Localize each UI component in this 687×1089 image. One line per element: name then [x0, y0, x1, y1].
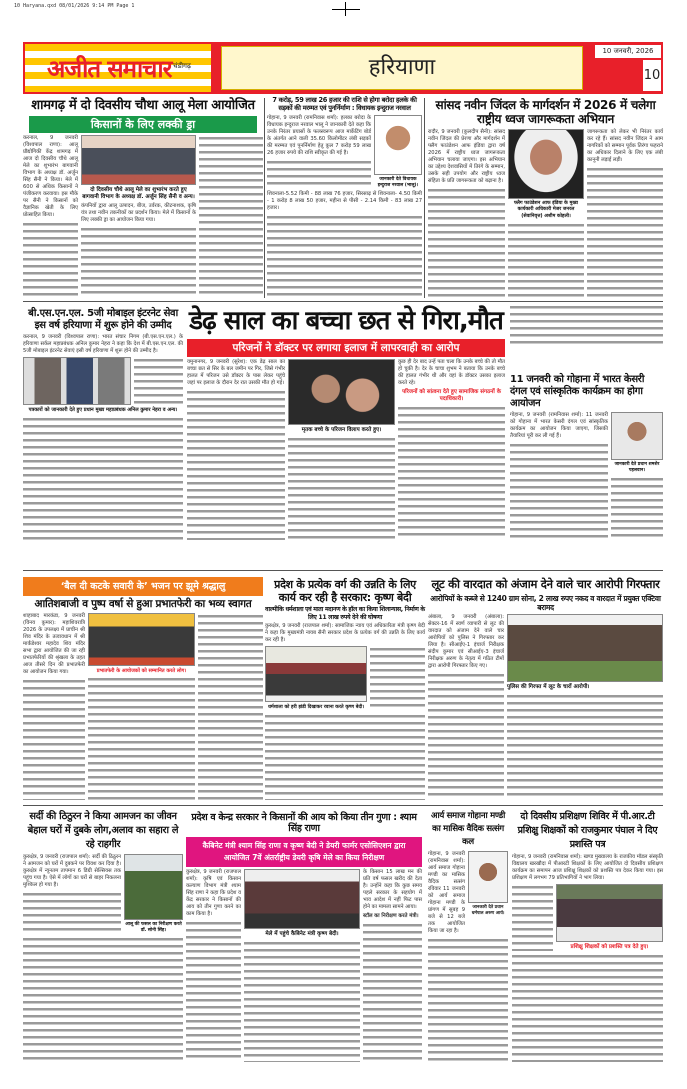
column-rule — [424, 98, 425, 298]
a9-columns — [428, 614, 663, 800]
a1-body-3 — [199, 135, 263, 298]
a8-photo-row — [265, 646, 425, 711]
page-number: 10 — [643, 60, 661, 91]
a6-article — [510, 304, 663, 540]
masthead-title: अजीत समाचार — [47, 55, 172, 83]
a7-body-2 — [88, 676, 195, 800]
a12-article — [428, 810, 508, 1062]
a8-body-text: कुरुक्षेत्र, 9 जनवरी (राजपाल शर्मा): सामाजिक न्याय एवं अधिकारिता मंत्री कृष्ण बेदी ने कहा कि मुख्यमंत्री नायब सैनी सरकार प्रदेश के प्रत्येक वर्ग की उन्नति के लिए कार्य कर रही है। — [265, 623, 425, 644]
a11-body-3 — [244, 940, 360, 1062]
a5-banner: परिजनों ने डॉक्टर पर लगाया इलाज में लापरवाही का आरोप — [232, 342, 460, 355]
a3-body-2 — [587, 166, 663, 298]
a9-subhead: आरोपियों के कब्जे से 1240 ग्राम सोना, 2 लाख रुपए नकद व वारदात में प्रयुक्त एक्टिवा बरामद — [430, 593, 661, 612]
a5-headline: डेढ़ साल का बच्चा छत से गिरा,मौत — [189, 306, 503, 336]
a12-columns — [428, 851, 508, 935]
a5-columns — [187, 359, 505, 540]
a12-caption: जानकारी देते प्रधान धर्मपाल अरुण आर्य। — [471, 905, 505, 916]
a1-columns — [23, 135, 263, 298]
a7-banner-box — [23, 577, 263, 596]
a11-caption-1: स्टॉल का निरीक्षण करते मंत्री। — [363, 912, 419, 919]
registration-mark-h — [332, 9, 360, 10]
a13-body-2 — [512, 953, 663, 1062]
issue-date: 10 जनवरी, 2026 — [595, 45, 661, 58]
a5-banner-box — [187, 339, 505, 357]
a6-spacer — [510, 348, 663, 372]
a1-body — [23, 221, 78, 298]
a7-headline: आतिशबाजी व पुष्प वर्षा से हुआ प्रभातफेरी का भव्य स्वागत — [34, 598, 252, 610]
a7-columns — [23, 613, 263, 800]
a5-body — [187, 389, 285, 540]
a2-body-text: गोहाना, 9 जनवरी (रामनिवास शर्मा): हलका बरोदा के विधायक इन्दुराज नरवाल भालू ने जानकारी देते कहा कि उनके निरंतर प्रयासों के फलस्वरूप आज मार्केटिंग बोर्ड के अंतर्गत आने वाली 35.60 किलोमीटर लंबी सड़कों की मरम्मत एवं पुनर्निर्माण हेतु कुल 7 करोड़ 59 लाख 26 हजार रुपये की राशि स्वीकृत की गई है। — [267, 114, 371, 156]
a1-banner-box — [29, 116, 257, 133]
a4-photo-row — [23, 357, 183, 405]
a13-body-side — [512, 884, 553, 951]
a9-headline-wrap — [428, 578, 663, 592]
masthead-logo-band — [25, 44, 211, 92]
a10-body-2 — [23, 936, 183, 1062]
a2-headline: 7 करोड़, 59 लाख 26 हजार की राशि से होगा बरोदा हलके की सड़कों की मरम्मत एवं पुनर्निर्माण : विधायक इन्दुराज नरवाल — [272, 96, 417, 112]
a11-banner: कैबिनेट मंत्री श्याम सिंह राणा व कृष्ण बेदी ने डेयरी फार्मर एसोसिएशन द्वारा आयोजित 7वें अंतर्राष्ट्रीय डेयरी कृषि मेले का किया निरीक्षण — [186, 837, 422, 867]
a8-subhead: वाल्मीकि धर्मशाला एवं माता मदानण के हॉल का किया शिलान्यास, निर्माण के लिए 11 लाख रुपये देने की घोषणा — [265, 606, 425, 621]
a12-photo — [468, 851, 508, 903]
a4-body-text: करनाल, 9 जनवरी (विश्वपाल राणा): भारत संचार निगम (बी.एस.एन.एल.) के हरियाणा सर्कल महाप्रबंधक अनिल कुमार नेहरा ने कहा कि देश में बी.एस.एन.एल. की 5जी मोबाइल इंटरनेट सेवाएं इसी वर्ष हरियाणा में शुरू होने की उम्मीद है। — [23, 334, 183, 354]
a7-photo — [88, 613, 195, 666]
a9-body-text: अंबाला, 9 जनवरी (अंबाला): सेक्टर-16 में स्वर्ण व्यापारी से लूट की वारदात को अंजाम देने वाले चार आरोपियों को पुलिस ने गिरफ्तार कर लिया है। सीआईए-1 इंचार्ज निरीक्षक संदीप कुमार एवं सीआईए-3 इंचार्ज निरीक्षक अरुण के नेतृत्व में गठित टीमों द्वारा आरोपी गिरफ्तार किए गए। — [428, 613, 504, 669]
a8-article — [265, 578, 425, 800]
row-rule — [23, 570, 663, 571]
a7-caption: प्रभातफेरी के आयोजकों को सम्मानित करते लोग। — [96, 667, 187, 674]
a5-subhead: परिजनों को सांत्वना देते हुए सामाजिक संगठनों के पदाधिकारी। — [402, 389, 501, 403]
a8-body-3 — [265, 713, 425, 800]
a5-body-3 — [288, 436, 395, 540]
a6-headline: 11 जनवरी को गोहाना में भारत केसरी दंगल एवं सांस्कृतिक कार्यक्रम का होगा आयोजन — [510, 374, 645, 409]
a11-columns — [186, 869, 422, 1062]
a13-photo-row — [512, 884, 663, 951]
a13-photo — [556, 884, 663, 942]
a11-body — [186, 920, 241, 1062]
a3-body-text: रादौर, 9 जनवरी (कुलदीप सैनी): सांसद नवीन जिंदल की प्रेरणा और मार्गदर्शन में फ्लैग फाउंडेशन आफ इंडिया द्वारा वर्ष 2026 में राष्ट्रीय ध्वज जागरूकता अभियान चलाया जाएगा। इस अभियान का उद्देश्य देशवासियों में तिरंगे के सम्मान, उसके सही उपयोग और राष्ट्रीय ध्वज संहिता के प्रति जागरूकता को बढ़ाना है। — [428, 128, 505, 184]
a2-article — [267, 97, 422, 298]
a1-body2-text: कंपनियों द्वारा आलू उत्पादन, बीज, उर्वरक, कीटनाशक, कृषि यंत्र तथा नवीन तकनीकों का प्रदर्शन किया। मेले में किसानों के लिए लक्की ड्रा का आयोजन किया गया। — [81, 202, 196, 223]
a11-article — [186, 812, 422, 1062]
a9-body-2 — [507, 693, 663, 800]
a13-article — [512, 810, 663, 1062]
a8-headline: प्रदेश के प्रत्येक वर्ग की उन्नति के लिए कार्य कर रही है सरकार: कृष्ण बेदी — [274, 578, 416, 605]
a12-headline: आर्य समाज गोहाना मण्डी का मासिक वैदिक सत्संग कल — [430, 811, 506, 847]
column-rule — [264, 98, 265, 298]
a6-body — [510, 442, 608, 540]
a6-body-text: गोहाना, 9 जनवरी (रामनिवास शर्मा): 11 जनवरी को गोहाना में भारत केसरी दंगल एवं सांस्कृतिक कार्यक्रम का आयोजन किया जाएगा, जिसकी तैयारियां पूरी कर ली गई हैं। — [510, 412, 608, 439]
a3-article — [428, 98, 663, 298]
a7-article — [23, 577, 263, 800]
a11-body-text: कुरुक्षेत्र, 9 जनवरी (राजपाल शर्मा): कृषि एवं किसान कल्याण विभाग मंत्री श्याम सिंह राणा ने कहा कि प्रदेश व केंद्र सरकार ने किसानों की आय को तीन गुणा करने का काम किया है। — [186, 868, 241, 917]
a1-banner: किसानों के लिए लक्की ड्रा — [90, 117, 196, 131]
a1-photo — [81, 135, 196, 185]
a3-body — [428, 187, 505, 298]
a4-article — [23, 308, 183, 540]
a5-body-4 — [398, 405, 505, 540]
a5-photo — [288, 359, 395, 425]
print-slug: 10 Haryana.qxd 08/01/2026 9:14 PM Page 1 — [14, 3, 135, 9]
a6-photo — [611, 412, 663, 460]
a9-article — [428, 578, 663, 800]
masthead-city: चंडीगढ़ — [173, 62, 191, 70]
a5-caption: मृतक बच्चे के परिजन विलाप करते हुए। — [301, 427, 382, 434]
a7-body-text: शाहाबाद मारकंडा, 9 जनवरी (विनय कुमार): महाशिवरात्रि 2026 के उपलक्ष्य में प्राचीन श्री शिव मंदिर के तत्वावधान में श्री मार्कंडेश्वर महादेव शिव मंदिर सभा द्वारा आयोजित की जा रही प्रभातफेरियों की श्रृंखला के तहत आज तीसरे दिन की प्रभातफेरी का आयोजन किया गया। — [23, 612, 85, 675]
a10-columns — [23, 854, 183, 934]
a5-headline-wrap — [187, 306, 505, 337]
a5-body2-text: कुछ ही देर बाद उन्हें पता चला कि उनके बच्चे की तो मौत हो चुकी है। देर के चाचा शुभम ने बताया कि उनके बच्चे की हालत गंभीर थी और वहां के डॉक्टर उसका इलाज करते रहे। — [398, 359, 505, 387]
a5-body-text: यमुनानगर, 9 जनवरी (सुरेश): एक डेढ़ साल का बच्चा छत से सिर के बल जमीन पर गिर, जिसे गंभीर हालत में परिजन उसे डॉक्टर के पास लेकर पहुंचे जहां पर इलाज के दौरान देर रात उसकी मौत हो गई। — [187, 359, 285, 387]
a3-columns — [428, 129, 663, 298]
a1-headline-wrap — [23, 98, 263, 114]
a3-caption: फ्लैग फाउंडेशन आफ इंडिया के मुख्य कार्यकारी अधिकारी मेजर जनरल (सेवानिवृत्त) अशीम कोहली। — [514, 200, 578, 219]
a9-headline: लूट की वारदात को अंजाम देने वाले चार आरोपी गिरफ्तार — [431, 577, 660, 591]
a4-photo — [23, 357, 131, 405]
a13-body-text: गोहाना, 9 जनवरी (रामनिवास शर्मा): खण्ड मुख्यालय के राजकीय मॉडल संस्कृति विद्यालय खरखौदा में पीआरटी शिक्षकों के लिए आयोजित दो दिवसीय प्रशिक्षण कार्यक्रम का समापन आज प्रशिक्षु शिक्षकों को प्रशस्ति पत्र देकर किया गया। इस प्रशिक्षण में लगभग 79 प्रतिभागियों ने भाग लिया। — [512, 854, 663, 881]
a10-caption: आलू की फसल का निरीक्षण करते डॉ. सोनी सिंह। — [125, 922, 182, 933]
a4-caption: पत्रकारों को जानकारी देते हुए प्रधान मुख्य महाप्रबंधक अनिल कुमार नेहरा व अन्य। — [28, 407, 178, 413]
a4-headline: बी.एस.एन.एल. 5जी मोबाइल इंटरनेट सेवा इस वर्ष हरियाणा में शुरू होने की उम्मीद — [28, 308, 178, 331]
a8-body-2 — [370, 646, 425, 711]
a1-headline: शामगढ़ में दो दिवसीय चौथा आलू मेला आयोजित — [31, 98, 255, 113]
a10-photo — [124, 854, 183, 920]
a1-body-text: करनाल, 9 जनवरी (विश्वपाल राणा): आलू प्रौद्योगिकी केंद्र शामगढ़ में आज दो दिवसीय चौथे आलू मेले का शुभारंभ बागवानी विभाग के अध्यक्ष डॉ. अर्जुन सिंह सैनी ने किया। मेले में 600 से अधिक किसानों ने पंजीकरण करवाया। इस मौके पर सैनी ने किसानों को वैज्ञानिक खेती के लिए प्रोत्साहित किया। — [23, 134, 78, 218]
a5-article — [187, 306, 505, 540]
a6-caption: जानकारी देते प्रधान शमशेर पहलवान। — [614, 462, 660, 473]
a4-body-2 — [23, 416, 183, 541]
a9-photo — [507, 614, 663, 682]
a7-headline-wrap — [23, 598, 263, 611]
a3-continued — [510, 304, 663, 346]
a8-photo — [265, 646, 367, 702]
a3-headline: सांसद नवीन जिंदल के मार्गदर्शन में 2026 में चलेगा राष्ट्रीय ध्वज जागरूकता अभियान — [435, 98, 656, 127]
a13-caption: प्रशिक्षु शिक्षकों को प्रशस्ति पत्र देते हुए। — [570, 944, 649, 950]
a4-body-side — [134, 357, 183, 405]
a2-photo — [374, 115, 422, 175]
a8-caption: धर्मशाला को हरी झंडी दिखाकर रवाना करते कृष्ण बेदी। — [267, 705, 365, 711]
a11-photo-2 — [244, 869, 360, 929]
a11-caption-2: मेले में पहुंचे कैबिनेट मंत्री कृष्ण बेदी। — [265, 930, 339, 937]
row-rule — [23, 301, 663, 302]
row-rule — [23, 805, 663, 806]
a1-article — [23, 98, 263, 298]
a11-body-2 — [363, 922, 422, 1062]
a2-body2-text: शिवनाला-5.52 किमी - 88 लाख 76 हजार, सिरसाढ़ से शिवनाला- 4.50 किमी - 1 करोड़ 8 लाख 50 हजार, महीना से पीसी - 2.14 किमी - 83 लाख 27 हजार। — [267, 190, 422, 211]
a10-article — [23, 810, 183, 1062]
a2-body — [267, 159, 371, 189]
a10-body-text: कुरुक्षेत्र, 9 जनवरी (राजपाल शर्मा): सर्दी की ठिठुरन ने आमजन को घरों में दुबकने पर विवश कर दिया है। कुरुक्षेत्र में न्यूनतम तापमान 6 डिग्री सेल्सियस तक पहुंच गया है। ऐसे में लोगों का घरों से बाहर निकलना मुश्किल हो गया है। — [23, 854, 121, 888]
a11-headline: प्रदेश व केन्द्र सरकार ने किसानों की आय को किया तीन गुणा : श्याम सिंह राणा — [191, 812, 417, 835]
a6-body-2 — [611, 476, 663, 540]
a1-body-2 — [81, 226, 196, 298]
a1-caption: दो दिवसीय चौथे आलू मेले का शुभारंभ करते हुए बागवानी विभाग के अध्यक्ष डॉ. अर्जुन सिंह सैनी व अन्य। — [82, 186, 195, 200]
a7-body — [23, 678, 85, 800]
masthead — [23, 42, 663, 94]
a12-body-text: गोहाना, 9 जनवरी (रामनिवास शर्मा): आर्य समाज गोहाना मण्डी का मासिक वैदिक सत्संग रविवार 11 जनवरी को आर्य समाज गोहाना मण्डी के प्रांगण में सुबह 9 बजे से 12 बजे तक आयोजित किया जा रहा है। — [428, 851, 465, 934]
a3-photo — [508, 129, 584, 199]
a11-body2-text: के किसान 15 लाख मन की प्रति वर्ष फसल खरीद की देता है। उन्होंने कहा कि कुछ समय पहले सरकार के सहयोग में भाव आदेश में नहीं फिट पास होने का मामला सामने आया। — [363, 868, 422, 910]
a12-body-2 — [428, 937, 508, 1062]
a10-body — [23, 891, 121, 934]
a7-body-3 — [198, 613, 263, 800]
a9-body — [428, 672, 504, 800]
a2-body-2 — [267, 214, 422, 298]
section-title: हरियाणा — [221, 46, 583, 90]
a2-caption: जानकारी देते विधायक इन्दुराज नरवाल (भालू)। — [377, 176, 419, 188]
a9-caption: पुलिस की गिरफ्त में लूट के चारों आरोपी। — [507, 683, 590, 690]
a3-body2-text: जागरूकता को लेकर भी निरंतर कार्य कर रहे हैं। सांसद नवीन जिंदल ने आम नागरिकों को सम्मान पूर्वक तिरंगा फहराने का अधिकार दिलाने के लिए एक लंबी कानूनी लड़ाई लड़ी। — [587, 128, 663, 163]
a13-headline: दो दिवसीय प्रशिक्षण शिविर में पी.आर.टी प्रशिक्षु शिक्षकों को राजकुमार पंघाल ने दिए प्रशस्ति पत्र — [517, 811, 658, 850]
a10-headline: सर्दी की ठिठुरन ने किया आमजन का जीवन बेहाल घरों में दुबके लोग,अलाव का सहारा ले रहे राहगीर — [27, 811, 179, 850]
a6-columns — [510, 412, 663, 540]
a7-banner: ‘बैल दी कटके सवारी के’ भजन पर झूमे श्रद्धालु — [60, 581, 226, 592]
a3-body-3 — [508, 222, 584, 298]
a2-columns — [267, 115, 422, 189]
